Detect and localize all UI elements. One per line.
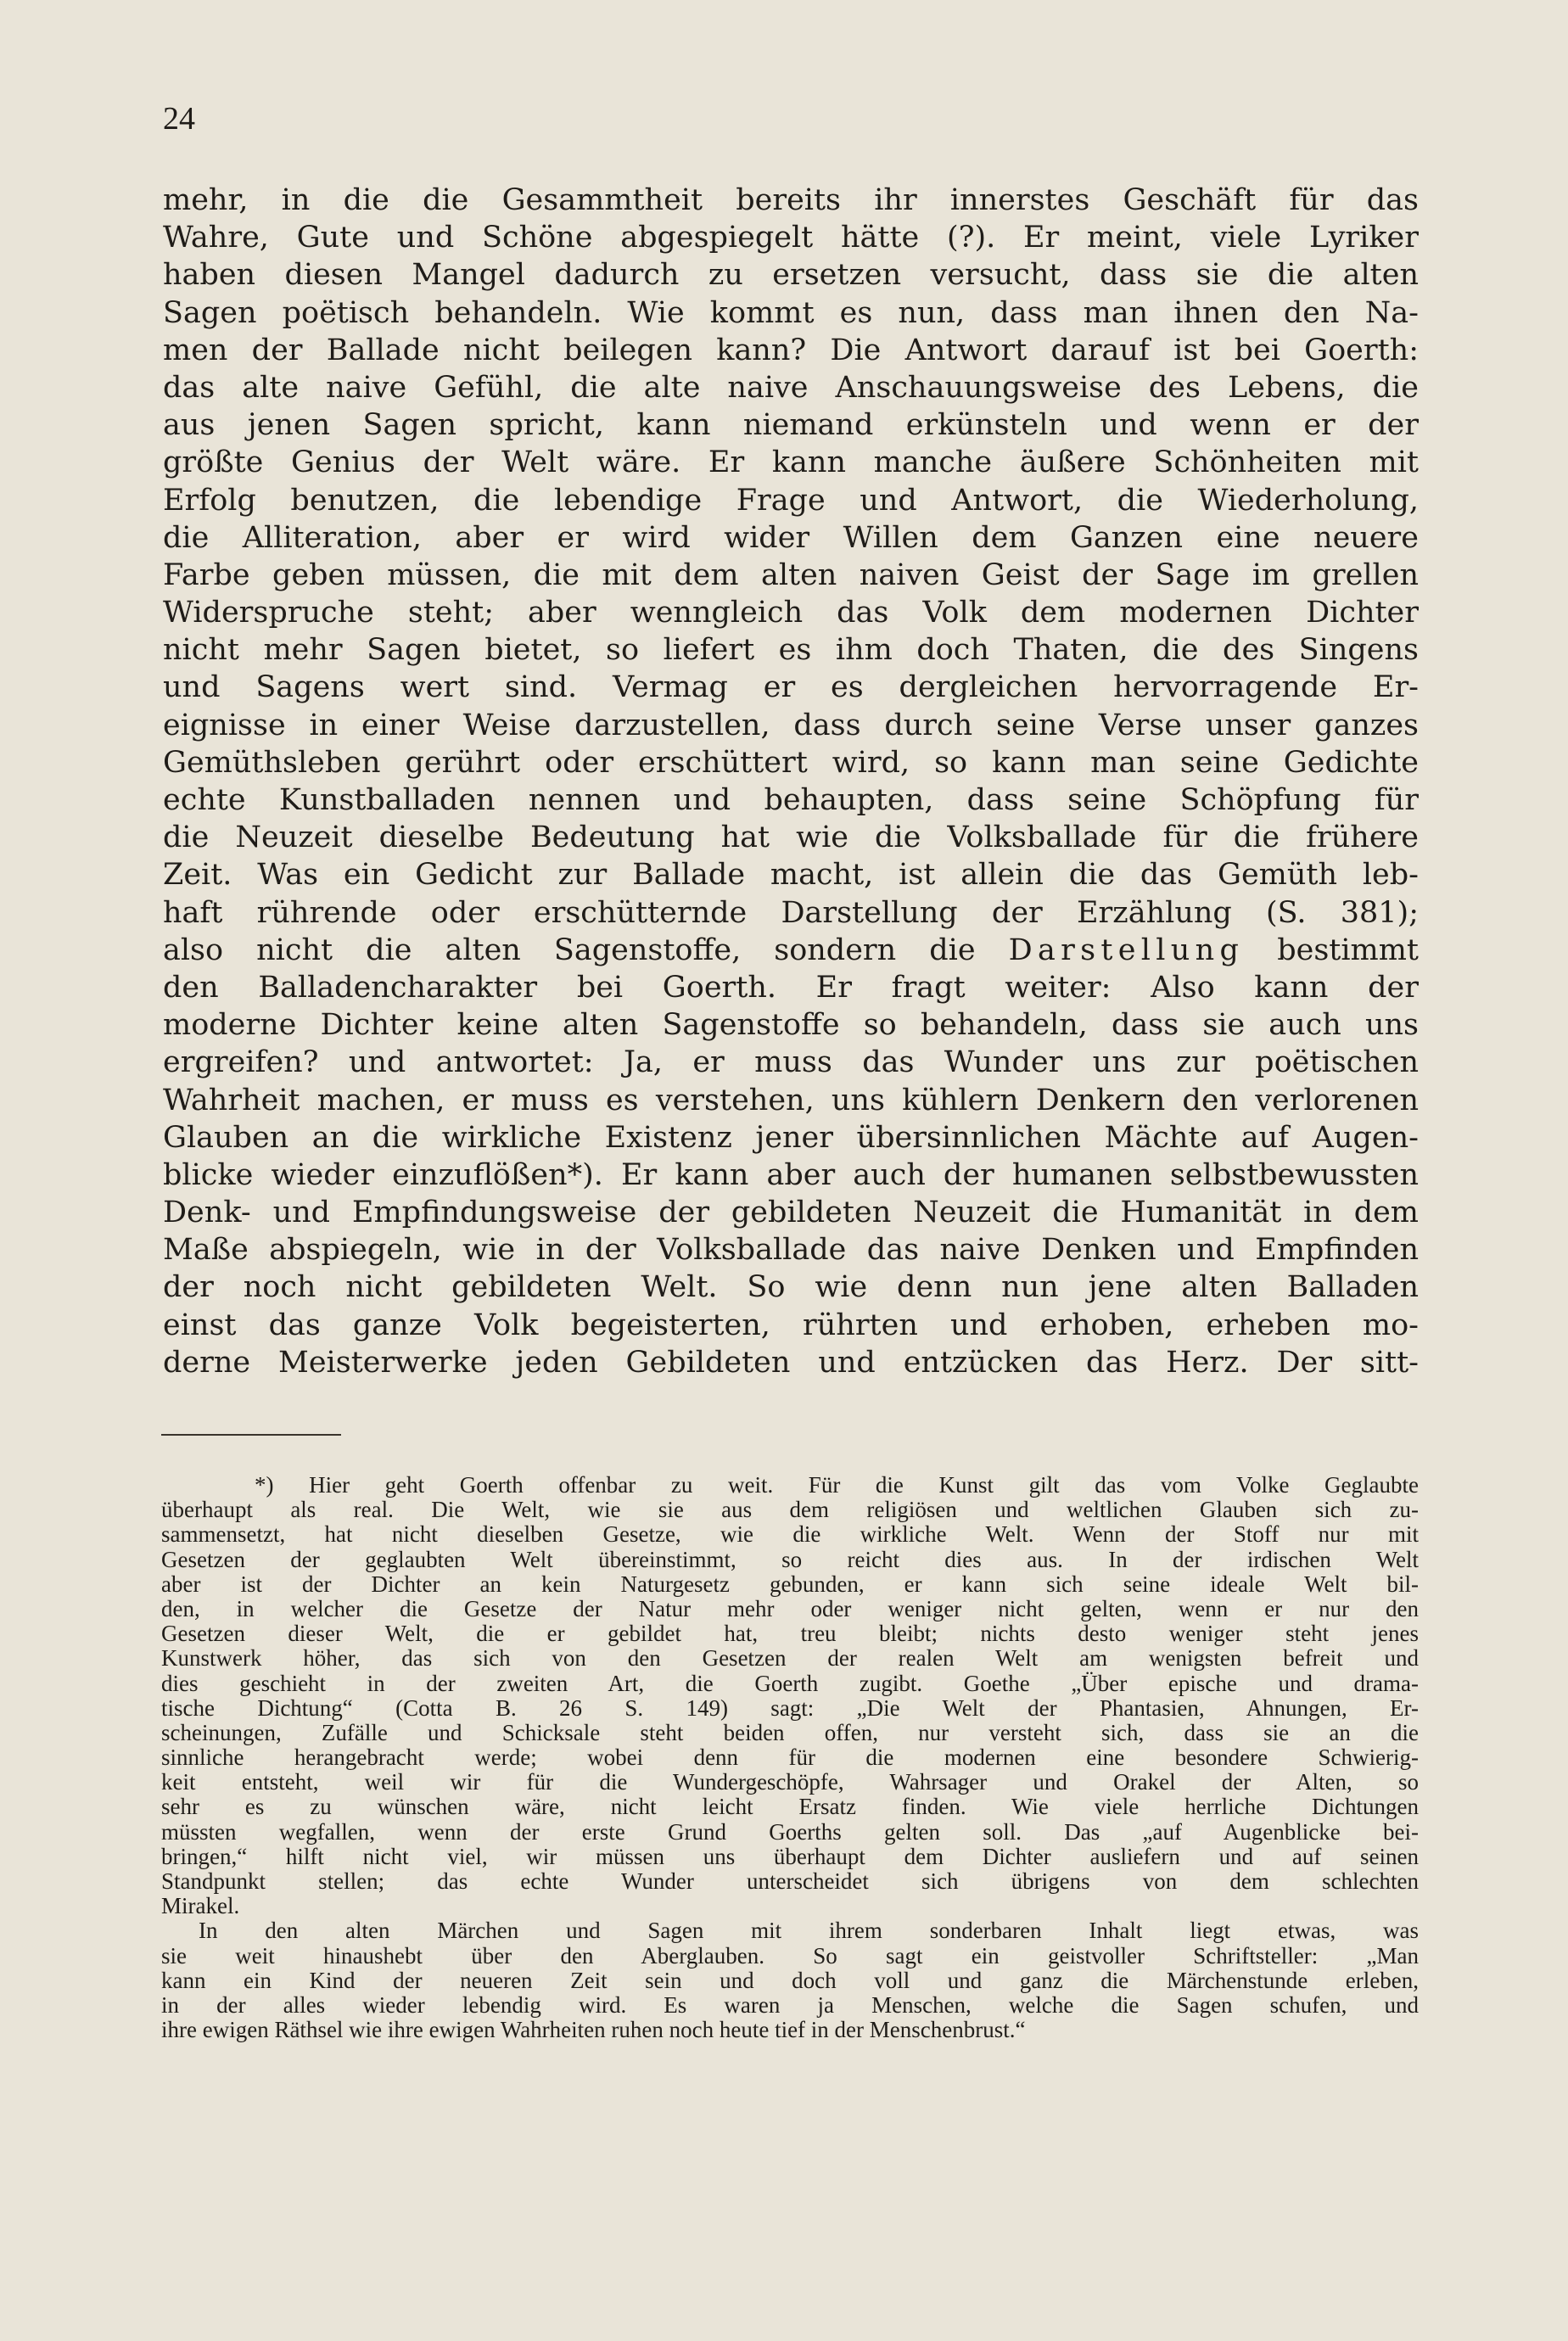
text-line: haben diesen Mangel dadurch zu ersetzen versucht, dass sie die alten [163, 258, 1419, 293]
text-line: blicke wieder einzuflößen*). Er kann aber auch der humanen selbstbewussten [163, 1157, 1419, 1192]
text-line: Farbe geben müssen, die mit dem alten naiven Geist der Sage im grellen [163, 557, 1419, 592]
footnote-line: Mirakel. [161, 1893, 240, 1919]
text-line: den Balladencharakter bei Goerth. Er fragt weiter: Also kann der [163, 970, 1419, 1005]
text-line: der noch nicht gebildeten Welt. So wie denn nun jene alten Balladen [163, 1270, 1419, 1305]
footnote-divider [161, 1434, 341, 1436]
text-line: das alte naive Gefühl, die alte naive Anschauungsweise des Lebens, die [163, 370, 1419, 405]
footnote-line: aber ist der Dichter an kein Naturgesetz gebunden, er kann sich seine ideale Welt bil- [161, 1571, 1419, 1597]
footnote-line: überhaupt als real. Die Welt, wie sie aus dem religiösen und weltlichen Glauben sich zu- [161, 1497, 1419, 1523]
text-line: mehr, in die die Gesammtheit bereits ihr innerstes Geschäft für das [163, 183, 1419, 217]
footnote-line: Kunstwerk höher, das sich von den Gesetzen der realen Welt am wenigsten befreit und [161, 1645, 1419, 1672]
page-number: 24 [163, 101, 195, 137]
footnote-line: sammensetzt, hat nicht dieselben Gesetze, wie die wirkliche Welt. Wenn der Stoff nur mit [161, 1521, 1419, 1548]
text-line: derne Meisterwerke jeden Gebildeten und entzücken das Herz. Der sitt- [163, 1345, 1419, 1380]
footnote-line: bringen,“ hilft nicht viel, wir müssen uns überhaupt dem Dichter ausliefern und auf seinen [161, 1843, 1419, 1869]
text-line-spaced: also nicht die alten Sagenstoffe, sondern die Darstellung bestimmt [163, 932, 1419, 967]
text-line: Wahrheit machen, er muss es verstehen, uns kühlern Denkern den verlorenen [163, 1083, 1419, 1117]
footnote-line: Gesetzen dieser Welt, die er gebildet hat, treu bleibt; nichts desto weniger steht jenes [161, 1621, 1419, 1647]
footnote-line: Standpunkt stellen; das echte Wunder unterscheidet sich übrigens von dem schlechten [161, 1868, 1419, 1894]
footnote [161, 1473, 1419, 2042]
text-line: Sagen poëtisch behandeln. Wie kommt es nun, dass man ihnen den Na- [163, 295, 1419, 330]
footnote-line: tische Dichtung“ (Cotta B. 26 S. 149) sagt: „Die Welt der Phantasien, Ahnungen, Er- [161, 1694, 1419, 1721]
text-line: die Alliteration, aber er wird wider Willen dem Ganzen eine neuere [163, 520, 1419, 555]
footnote-line: kann ein Kind der neueren Zeit sein und doch voll und ganz die Märchenstunde erleben, [161, 1967, 1419, 1993]
footnote-line: sehr es zu wünschen wäre, nicht leicht Ersatz finden. Wie viele herrliche Dichtungen [161, 1794, 1419, 1820]
text-line: ergreifen? und antwortet: Ja, er muss das Wunder uns zur poëtischen [163, 1045, 1419, 1080]
text-line: Gemüthsleben gerührt oder erschüttert wird, so kann man seine Gedichte [163, 745, 1419, 780]
main-text [163, 182, 1419, 1381]
footnote-line: in der alles wieder lebendig wird. Es waren ja Menschen, welche die Sagen schufen, und [161, 1991, 1419, 2018]
text-line: haft rührende oder erschütternde Darstellung der Erzählung (S. 381); [163, 895, 1419, 930]
footnote-line: In den alten Märchen und Sagen mit ihrem sonderbaren Inhalt liegt etwas, was [199, 1918, 1419, 1944]
text-line: nicht mehr Sagen bietet, so liefert es ihm doch Thaten, die des Singens [163, 633, 1419, 668]
text-line: Denk- und Empfindungsweise der gebildeten Neuzeit die Humanität in dem [163, 1196, 1419, 1230]
footnote-line: Gesetzen der geglaubten Welt übereinstimmt, so reicht dies aus. In der irdischen Welt [161, 1546, 1419, 1572]
text-line: einst das ganze Volk begeisterten, rührten und erhoben, erheben mo- [163, 1308, 1419, 1342]
text-line: men der Ballade nicht beilegen kann? Die Antwort darauf ist bei Goerth: [163, 333, 1419, 367]
text-line: echte Kunstballaden nennen und behaupten, dass seine Schöpfung für [163, 783, 1419, 817]
text-line: eignisse in einer Weise darzustellen, dass durch seine Verse unser ganzes [163, 708, 1419, 742]
text-line: Maße abspiegeln, wie in der Volksballade das naive Denken und Empfinden [163, 1233, 1419, 1268]
text-line: aus jenen Sagen spricht, kann niemand erkünsteln und wenn er der [163, 408, 1419, 443]
text-line: Glauben an die wirkliche Existenz jener übersinnlichen Mächte auf Augen- [163, 1120, 1419, 1155]
text-line: die Neuzeit dieselbe Bedeutung hat wie die Volksballade für die frühere [163, 820, 1419, 855]
text-line: Widerspruche steht; aber wenngleich das Volk dem modernen Dichter [163, 596, 1419, 630]
footnote-line: den, in welcher die Gesetze der Natur mehr oder weniger nicht gelten, wenn er nur den [161, 1595, 1419, 1621]
text-line: größte Genius der Welt wäre. Er kann manche äußere Schönheiten mit [163, 445, 1419, 480]
footnote-line: scheinungen, Zufälle und Schicksale steht beiden offen, nur versteht sich, dass sie an die [161, 1719, 1419, 1745]
text-line: und Sagens wert sind. Vermag er es dergleichen hervorragende Er- [163, 670, 1419, 705]
footnote-line: keit entsteht, weil wir für die Wundergeschöpfe, Wahrsager und Orakel der Alten, so [161, 1769, 1419, 1795]
emphasized-word: Darstellung [1008, 932, 1245, 967]
text-line: Erfolg benutzen, die lebendige Frage und Antwort, die Wiederholung, [163, 483, 1419, 518]
footnote-line: sinnliche herangebracht werde; wobei denn für die modernen eine besondere Schwierig- [161, 1745, 1419, 1771]
footnote-line: ihre ewigen Räthsel wie ihre ewigen Wahrheiten ruhen noch heute tief in der Menschenbrust.“ [161, 2017, 1026, 2043]
footnote-line: müssten wegfallen, wenn der erste Grund Goerths gelten soll. Das „auf Augenblicke bei- [161, 1818, 1419, 1845]
footnote-line: dies geschieht in der zweiten Art, die Goerth zugibt. Goethe „Über epische und drama- [161, 1670, 1419, 1696]
text-line: Wahre, Gute und Schöne abgespiegelt hätte (?). Er meint, viele Lyriker [163, 221, 1419, 255]
footnote-line: *) Hier geht Goerth offenbar zu weit. Für die Kunst gilt das vom Volke Geglaubte [255, 1472, 1419, 1498]
text-line: moderne Dichter keine alten Sagenstoffe so behandeln, dass sie auch uns [163, 1008, 1419, 1043]
text-line: Zeit. Was ein Gedicht zur Ballade macht, ist allein die das Gemüth leb- [163, 858, 1419, 893]
footnote-line: sie weit hinaushebt über den Aberglauben. So sagt ein geistvoller Schriftsteller: „Man [161, 1942, 1419, 1969]
